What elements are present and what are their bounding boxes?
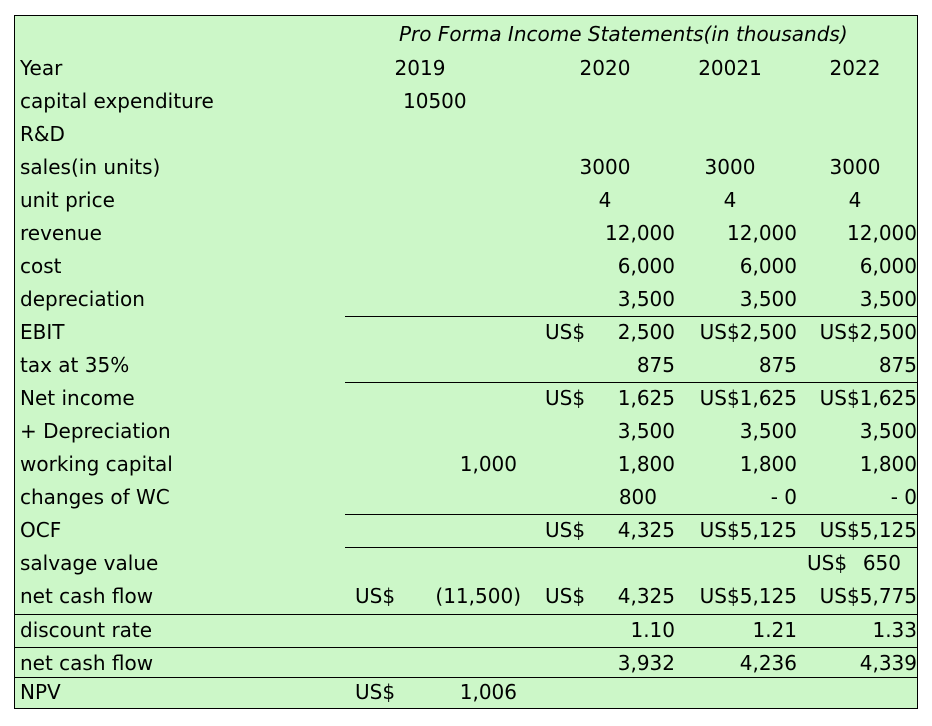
row-label: OCF: [20, 518, 62, 542]
row-tax: [15, 349, 919, 382]
row-sales: [15, 151, 919, 184]
currency-symbol: US$: [545, 518, 586, 542]
currency-symbol: US$: [807, 551, 848, 575]
net-income-2020: 1,625: [617, 386, 675, 410]
price-2022: 4: [848, 188, 862, 212]
wc-change-2021: - 0: [770, 485, 797, 509]
row-label: working capital: [20, 452, 173, 476]
year-2021: 20021: [698, 56, 762, 80]
revenue-2020: 12,000: [605, 221, 675, 245]
row-add-depreciation: [15, 415, 919, 448]
row-label: unit price: [20, 188, 115, 212]
add-dep-2021: 3,500: [739, 419, 797, 443]
wc-2021: 1,800: [739, 452, 797, 476]
net-income-2022: US$1,625: [819, 386, 917, 410]
depreciation-2020: 3,500: [617, 287, 675, 311]
row-cost: [15, 250, 919, 283]
row-salvage: [15, 547, 919, 580]
cost-2020: 6,000: [617, 254, 675, 278]
currency-symbol: US$: [355, 584, 396, 608]
row-revenue: [15, 217, 919, 250]
sales-2020: 3000: [579, 155, 631, 179]
disc-ncf-2020: 3,932: [617, 651, 675, 675]
row-label: + Depreciation: [20, 419, 171, 443]
row-depreciation: [15, 283, 919, 316]
tax-2022: 875: [878, 353, 917, 377]
currency-symbol: US$: [355, 680, 396, 704]
depreciation-2021: 3,500: [739, 287, 797, 311]
row-net-income: [15, 382, 919, 415]
row-label: depreciation: [20, 287, 145, 311]
ncf-2019: (11,500): [435, 584, 521, 608]
currency-symbol: US$: [545, 320, 586, 344]
capex-2019: 10500: [403, 89, 467, 113]
year-2020: 2020: [579, 56, 631, 80]
discount-2022: 1.33: [872, 618, 917, 642]
depreciation-2022: 3,500: [859, 287, 917, 311]
wc-2020: 1,800: [617, 452, 675, 476]
year-2022: 2022: [829, 56, 881, 80]
disc-ncf-2022: 4,339: [859, 651, 917, 675]
revenue-2022: 12,000: [847, 221, 917, 245]
disc-ncf-2021: 4,236: [739, 651, 797, 675]
spreadsheet: [14, 15, 918, 709]
row-label: Year: [20, 56, 63, 80]
ebit-2021: US$2,500: [699, 320, 797, 344]
row-label: R&D: [20, 122, 65, 146]
row-working-capital: [15, 448, 919, 481]
currency-symbol: US$: [545, 386, 586, 410]
row-label: cost: [20, 254, 62, 278]
row-capex: [15, 85, 919, 118]
salvage-2022: 650: [862, 551, 901, 575]
row-label: tax at 35%: [20, 353, 130, 377]
row-npv: [15, 677, 919, 708]
ncf-2021: US$5,125: [699, 584, 797, 608]
add-dep-2020: 3,500: [617, 419, 675, 443]
row-label: net cash flow: [20, 651, 154, 675]
price-2020: 4: [598, 188, 612, 212]
wc-2019: 1,000: [459, 452, 517, 476]
ocf-2020: 4,325: [617, 518, 675, 542]
currency-symbol: US$: [545, 584, 586, 608]
ebit-2020: 2,500: [617, 320, 675, 344]
row-year: [15, 52, 919, 85]
wc-change-2022: - 0: [890, 485, 917, 509]
cost-2021: 6,000: [739, 254, 797, 278]
row-discounted-cash-flow: [15, 647, 919, 680]
row-discount-rate: [15, 614, 919, 647]
wc-change-2020: 800: [618, 485, 657, 509]
tax-2020: 875: [636, 353, 675, 377]
price-2021: 4: [723, 188, 737, 212]
sales-2022: 3000: [829, 155, 881, 179]
net-income-2021: US$1,625: [699, 386, 797, 410]
row-label: EBIT: [20, 320, 65, 344]
row-label: discount rate: [20, 618, 153, 642]
ebit-2022: US$2,500: [819, 320, 917, 344]
row-label: NPV: [20, 680, 61, 704]
row-label: net cash flow: [20, 584, 154, 608]
sheet-title: Pro Forma Income Statements(in thousands): [399, 22, 848, 46]
row-wc-change: [15, 481, 919, 514]
row-label: Net income: [20, 386, 135, 410]
row-rnd: [15, 118, 919, 151]
cost-2022: 6,000: [859, 254, 917, 278]
ocf-2021: US$5,125: [699, 518, 797, 542]
row-label: salvage value: [20, 551, 159, 575]
npv-value: 1,006: [459, 680, 517, 704]
ocf-2022: US$5,125: [819, 518, 917, 542]
row-label: sales(in units): [20, 155, 161, 179]
wc-2022: 1,800: [859, 452, 917, 476]
add-dep-2022: 3,500: [859, 419, 917, 443]
revenue-2021: 12,000: [727, 221, 797, 245]
discount-2020: 1.10: [630, 618, 675, 642]
row-ebit: [15, 316, 919, 349]
sales-2021: 3000: [704, 155, 756, 179]
year-2019: 2019: [394, 56, 446, 80]
row-ocf: [15, 514, 919, 547]
row-price: [15, 184, 919, 217]
tax-2021: 875: [758, 353, 797, 377]
row-label: capital expenditure: [20, 89, 214, 113]
row-label: revenue: [20, 221, 102, 245]
row-net-cash-flow: [15, 580, 919, 613]
ncf-2022: US$5,775: [819, 584, 917, 608]
discount-2021: 1.21: [752, 618, 797, 642]
row-label: changes of WC: [20, 485, 170, 509]
ncf-2020: 4,325: [617, 584, 675, 608]
